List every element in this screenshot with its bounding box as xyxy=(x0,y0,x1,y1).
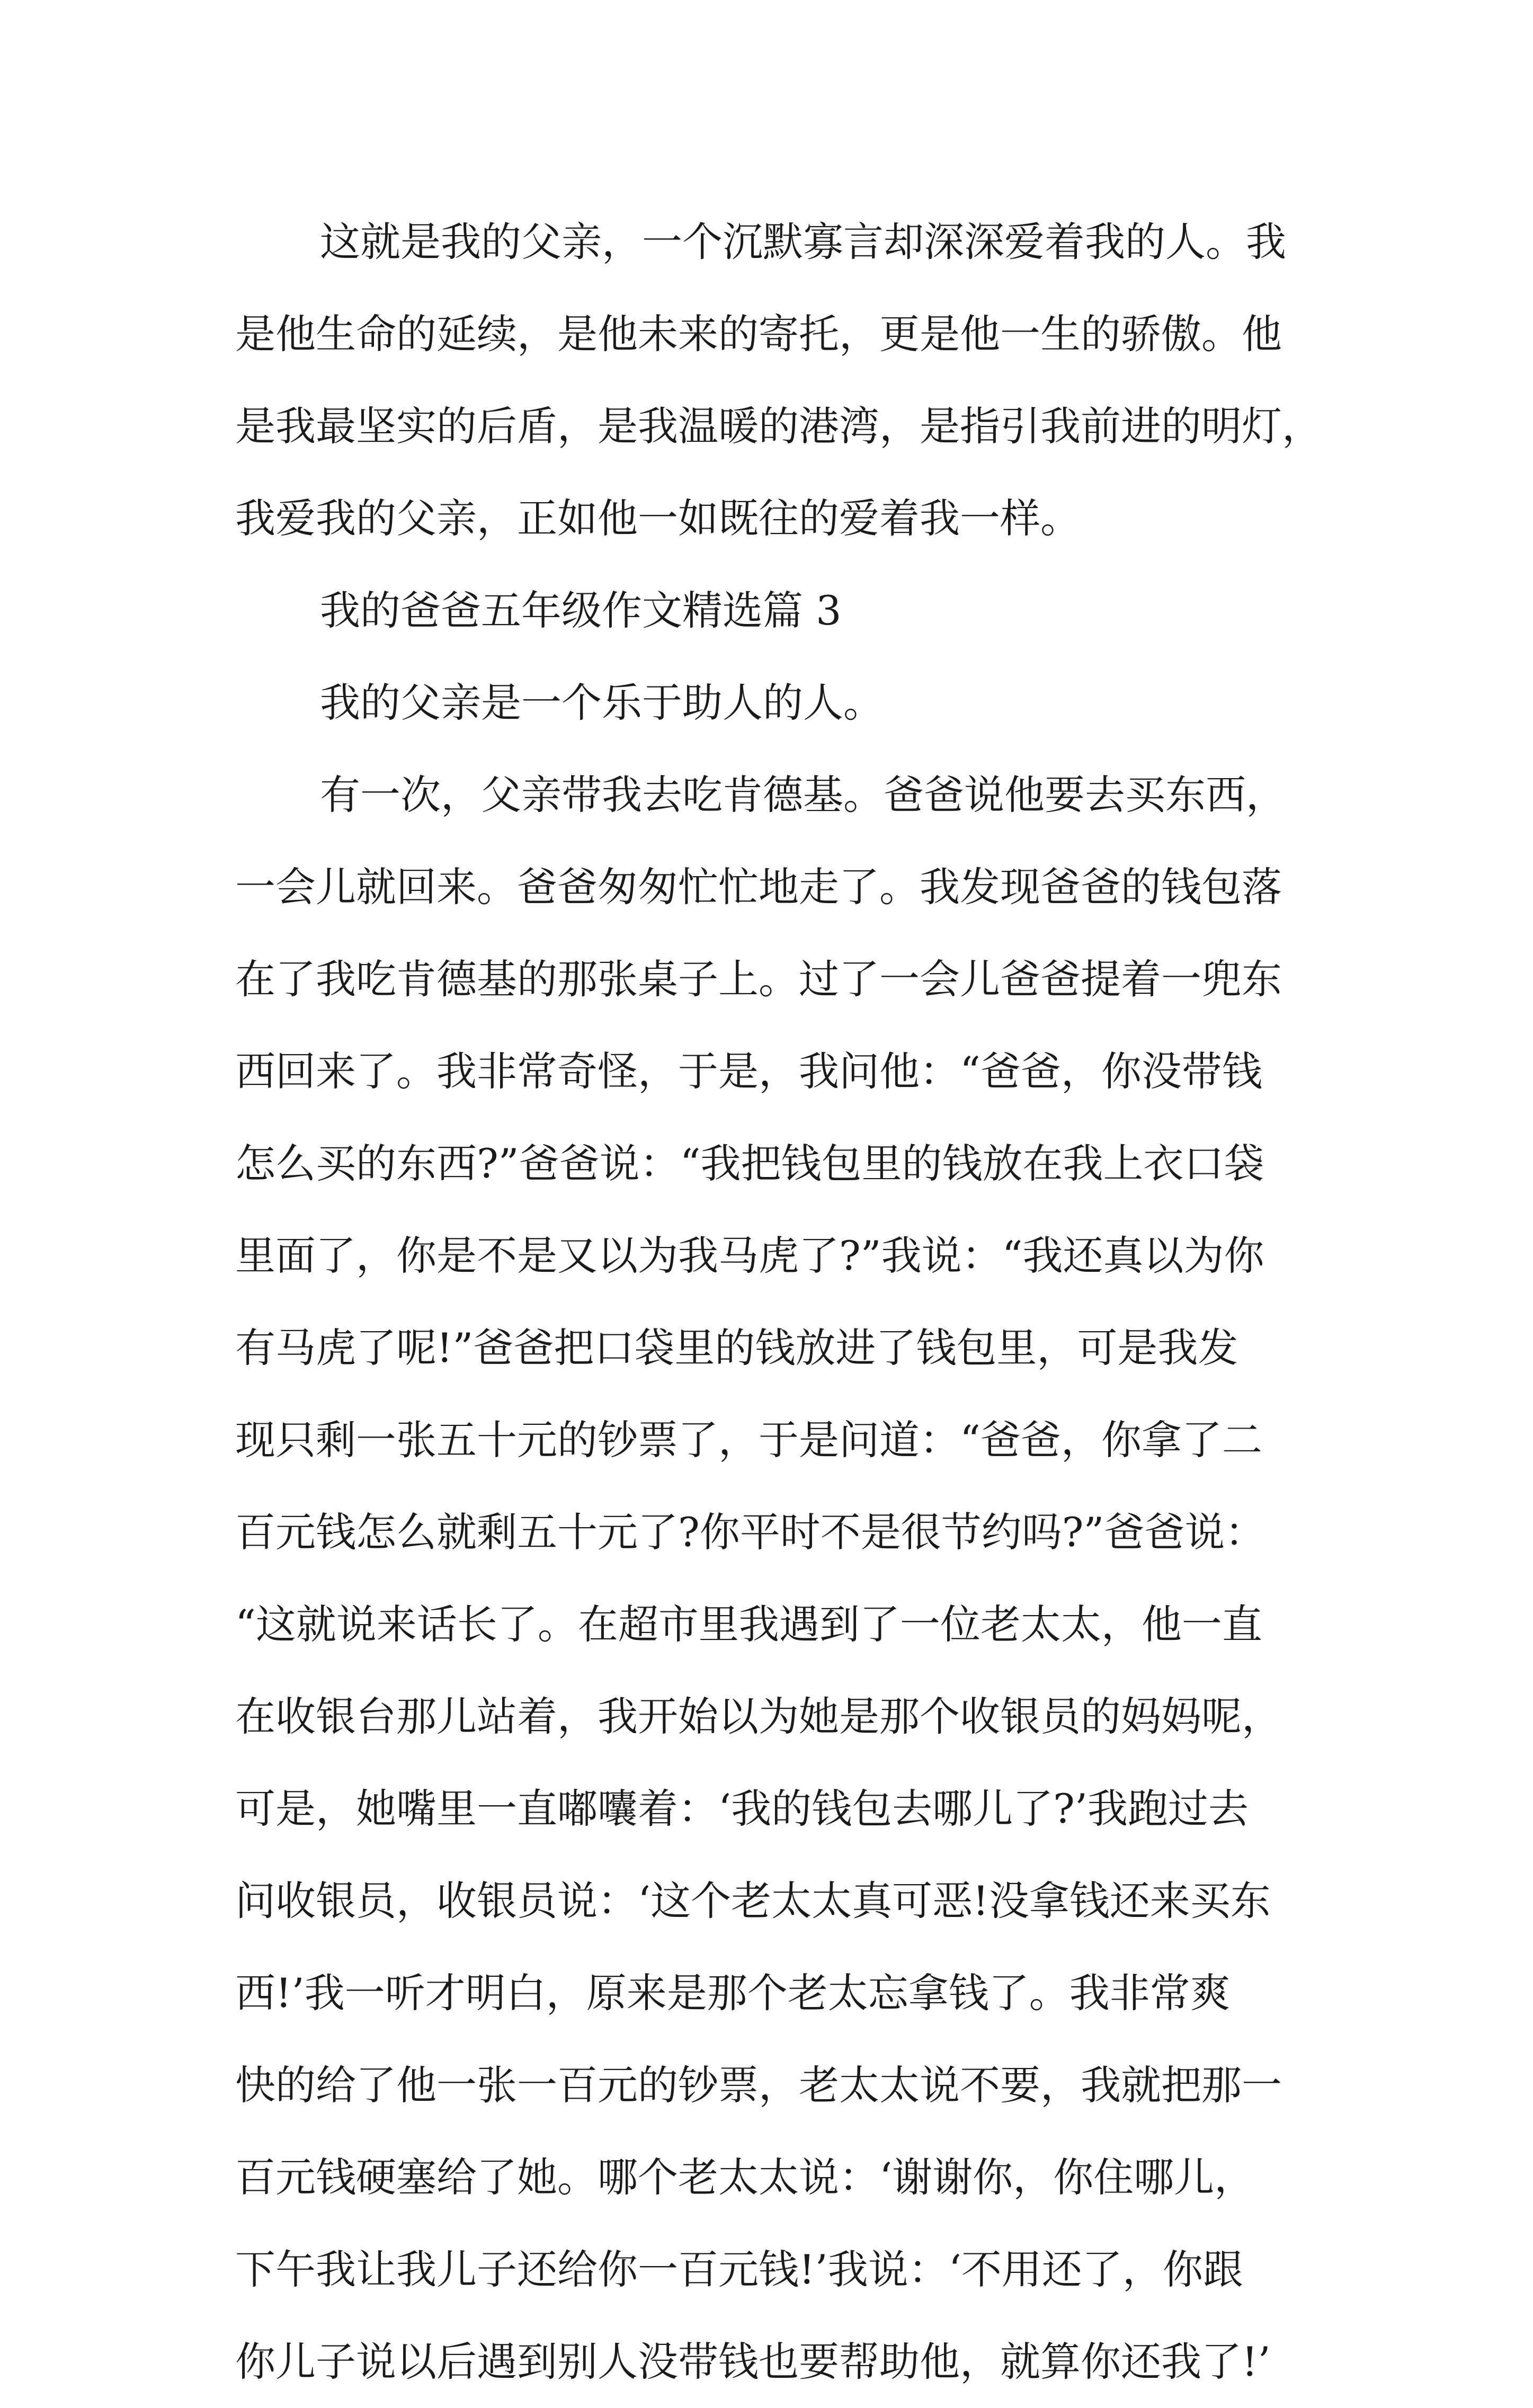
text-line: 我爱我的父亲，正如他一如既往的爱着我一样。 xyxy=(235,495,1081,542)
text-line: 西!’我一听才明白，原来是那个老太忘拿钱了。我非常爽 xyxy=(235,1969,1231,2017)
section-heading: 我的爸爸五年级作文精选篇 3 xyxy=(320,587,842,634)
text-line: 下午我让我儿子还给你一百元钱!’我说：‘不用还了，你跟 xyxy=(235,2246,1243,2293)
text-line: 有一次，父亲带我去吃肯德基。爸爸说他要去买东西， xyxy=(320,771,1286,818)
text-line: 问收银员，收银员说：‘这个老太太真可恶!没拿钱还来买东 xyxy=(235,1877,1271,1924)
text-line: 现只剩一张五十元的钞票了，于是问道：“爸爸，你拿了二 xyxy=(235,1416,1262,1464)
text-line: 可是，她嘴里一直嘟囔着：‘我的钱包去哪儿了?’我跑过去 xyxy=(235,1785,1249,1832)
text-line: 里面了，你是不是又以为我马虎了?”我说：“我还真以为你 xyxy=(235,1232,1264,1279)
text-line: 怎么买的东西?”爸爸说：“我把钱包里的钱放在我上衣口袋 xyxy=(235,1140,1264,1187)
text-line: 我的父亲是一个乐于助人的人。 xyxy=(320,679,884,726)
text-line: 快的给了他一张一百元的钞票，老太太说不要，我就把那一 xyxy=(235,2062,1282,2109)
text-line: 一会儿就回来。爸爸匆匆忙忙地走了。我发现爸爸的钱包落 xyxy=(235,863,1282,911)
text-line: 在收银台那儿站着，我开始以为她是那个收银员的妈妈呢， xyxy=(235,1693,1282,1740)
document-body xyxy=(235,196,1326,2408)
text-line: 有马虎了呢!”爸爸把口袋里的钱放进了钱包里，可是我发 xyxy=(235,1324,1238,1371)
text-line: 这就是我的父亲，一个沉默寡言却深深爱着我的人。我 xyxy=(320,218,1286,265)
text-line: “这就说来话长了。在超市里我遇到了一位老太太，他一直 xyxy=(235,1601,1262,1648)
text-line: 你儿子说以后遇到别人没带钱也要帮助他，就算你还我了!’ xyxy=(235,2338,1271,2385)
text-line: 是我最坚实的后盾，是我温暖的港湾，是指引我前进的明灯， xyxy=(235,403,1322,450)
text-line: 西回来了。我非常奇怪，于是，我问他：“爸爸，你没带钱 xyxy=(235,1048,1262,1095)
text-line: 在了我吃肯德基的那张桌子上。过了一会儿爸爸提着一兜东 xyxy=(235,956,1282,1003)
text-line: 百元钱硬塞给了她。哪个老太太说：‘谢谢你，你住哪儿， xyxy=(235,2154,1255,2201)
text-line: 是他生命的延续，是他未来的寄托，更是他一生的骄傲。他 xyxy=(235,310,1282,358)
text-line: 百元钱怎么就剩五十元了?你平时不是很节约吗?”爸爸说： xyxy=(235,1509,1265,1556)
